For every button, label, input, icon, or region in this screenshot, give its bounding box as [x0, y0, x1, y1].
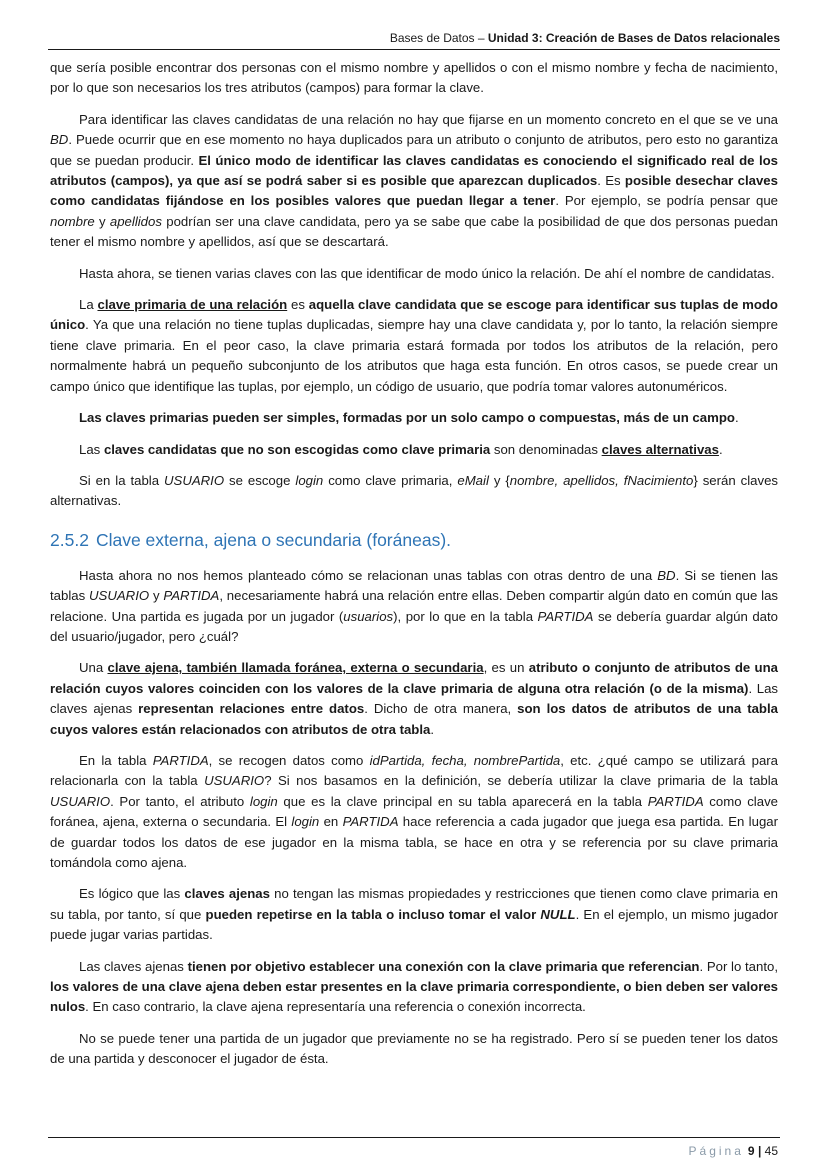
header-divider	[48, 49, 780, 50]
page-footer	[689, 1143, 778, 1159]
header-unit: Unidad 3: Creación de Bases de Datos relacionales	[487, 31, 780, 45]
page-label: Página	[688, 1144, 744, 1158]
paragraph-6: Las claves candidatas que no son escogidas como clave primaria son denominadas claves alternativas.	[79, 441, 723, 457]
paragraph-1: que sería posible encontrar dos personas con el mismo nombre y apellidos o con el mismo nombre y fecha de nacimiento, por lo que son necesarios los tres atributos (campos) para formar la clave.	[50, 60, 778, 96]
paragraph-8: Hasta ahora no nos hemos planteado cómo se relacionan unas tablas con otras dentro de una BD. Si se tienen las tablas USUARIO y PARTIDA, necesariamente habrá una relación entre ellas. Deben compartir algún dato en común que las relacione. Una partida es jugada por un jugador (usuarios), por lo que en la tabla PARTIDA se debería guardar algún dato del usuario/jugador, pero ¿cuál?	[50, 567, 779, 644]
page-header	[48, 30, 780, 46]
paragraph-12: Las claves ajenas tienen por objetivo establecer una conexión con la clave primaria que referencian. Por lo tanto, los valores de una clave ajena deben estar presentes en la clave primaria correspondiente, o bien deben ser valores nulos. En caso contrario, la clave ajena representaría una referencia o conexión incorrecta.	[50, 958, 778, 1015]
header-subject: Bases de Datos –	[389, 31, 488, 45]
paragraph-4: La clave primaria de una relación es aquella clave candidata que se escoge para identificar sus tuplas de modo único. Ya que una relación no tiene tuplas duplicadas, siempre hay una clave candidata y, por lo tanto, la relación siempre tiene clave primaria. En el peor caso, la clave primaria estará formada por todos los atributos de la relación, pero normalmente habrá un pequeño subconjunto de los atributos que haga esta función. En otros casos, se puede crear un campo único que identifique las tuplas, por ejemplo, un código de usuario, que podría tomar valores autonuméricos.	[50, 297, 778, 394]
section-number: 2.5.2	[50, 529, 89, 550]
paragraph-5: Las claves primarias pueden ser simples, formadas por un solo campo o compuestas, más de un campo.	[79, 410, 739, 426]
section-heading	[50, 528, 778, 552]
paragraph-3: Hasta ahora, se tienen varias claves con las que identificar de modo único la relación. De ahí el nombre de candidatas.	[79, 265, 775, 281]
paragraph-9: Una clave ajena, también llamada foránea, externa o secundaria, es un atributo o conjunto de atributos de una relación cuyos valores coinciden con los valores de la clave primaria de alguna otra relación (o de la misma). Las claves ajenas representan relaciones entre datos. Dicho de otra manera, son los datos de atributos de una tabla cuyos valores están relacionados con atributos de otra tabla.	[50, 660, 779, 737]
paragraph-11: Es lógico que las claves ajenas no tengan las mismas propiedades y restricciones que tienen como clave primaria en su tabla, por tanto, sí que pueden repetirse en la tabla o incluso tomar el valor NULL. En el ejemplo, un mismo jugador puede jugar varias partidas.	[50, 886, 778, 943]
page-number: 9	[747, 1144, 755, 1158]
page-content	[50, 58, 778, 1081]
paragraph-13: No se puede tener una partida de un jugador que previamente no se ha registrado. Pero sí se pueden tener los datos de una partida y desconocer el jugador de ésta.	[50, 1030, 778, 1067]
paragraph-7: Si en la tabla USUARIO se escoge login como clave primaria, eMail y {nombre, apellidos, fNacimiento} serán claves alternativas.	[50, 472, 779, 509]
page-total: 45	[764, 1144, 778, 1158]
paragraph-10: En la tabla PARTIDA, se recogen datos como idPartida, fecha, nombrePartida, etc. ¿qué campo se utilizará para relacionarla con la tabla USUARIO? Si nos basamos en la definición, se debería utilizar la clave primaria de la tabla USUARIO. Por tanto, el atributo login que es la clave principal en su tabla aparecerá en la tabla PARTIDA como clave foránea, ajena, externa o secundaria. El login en PARTIDA hace referencia a cada jugador que juega esa partida. En lugar de guardar todos los datos de ese jugador en la misma tabla, se hace en otra y se referencia por su clave primaria tomándola como ajena.	[50, 752, 779, 870]
footer-divider	[48, 1137, 780, 1138]
paragraph-2: Para identificar las claves candidatas de una relación no hay que fijarse en un momento concreto en el que se ve una BD. Puede ocurrir que en ese momento no haya duplicados para un atributo o conjunto de atributos, pero esto no garantiza que se puedan producir. El único modo de identificar las claves candidatas es conociendo el significado real de los atributos (campos), ya que así se podrá saber si es posible que aparezcan duplicados. Es posible desechar claves como candidatas fijándose en los posibles valores que puedan llegar a tener. Por ejemplo, se podría pensar que nombre y apellidos podrían ser una clave candidata, pero ya se sabe que cabe la posibilidad de que dos personas puedan tener el mismo nombre y apellidos, así que se descartará.	[50, 111, 779, 250]
section-title: Clave externa, ajena o secundaria (foráneas).	[95, 529, 452, 550]
page-separator: |	[757, 1144, 762, 1158]
